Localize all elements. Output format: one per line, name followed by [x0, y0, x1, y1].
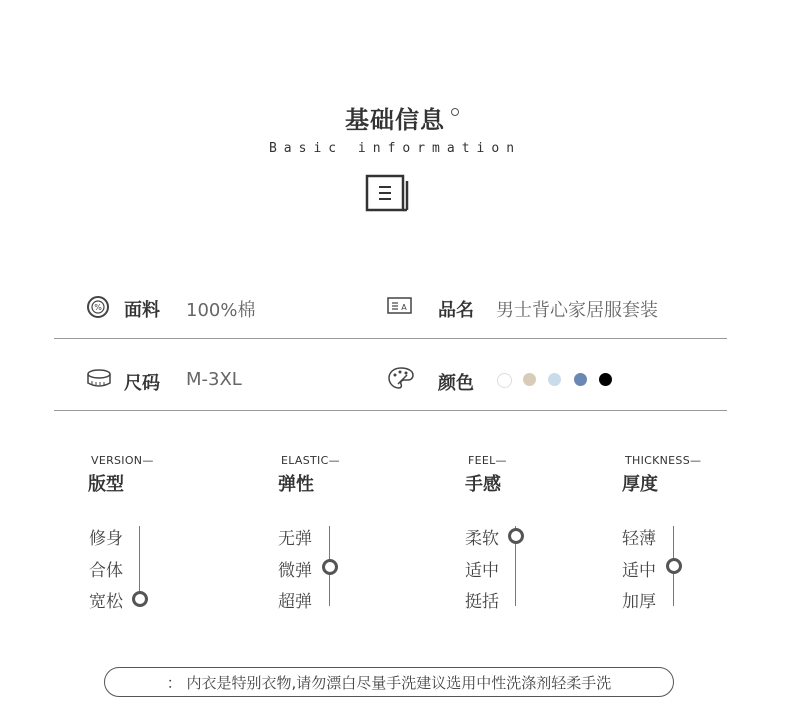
- size-label: 尺码: [124, 373, 160, 394]
- feel-indicator: [508, 528, 524, 544]
- thickness-label: 厚度: [622, 474, 658, 495]
- feel-label: 手感: [465, 474, 501, 495]
- color-swatch-black: [599, 373, 612, 386]
- version-option: 修身: [89, 529, 123, 549]
- feel-option: 挺括: [465, 592, 499, 612]
- version-option: 宽松: [89, 592, 123, 612]
- thickness-en-label: THICKNESS—: [625, 454, 702, 467]
- fabric-value: 100%棉: [186, 300, 256, 321]
- fabric-percent-icon: [86, 295, 110, 319]
- elastic-option: 微弹: [278, 561, 312, 581]
- color-swatch-blue: [574, 373, 587, 386]
- svg-text:%: %: [94, 303, 102, 312]
- version-indicator: [132, 591, 148, 607]
- elastic-label: 弹性: [278, 474, 314, 495]
- elastic-option: 无弹: [278, 529, 312, 549]
- svg-text:A: A: [401, 303, 407, 312]
- elastic-option: 超弹: [278, 592, 312, 612]
- title-dot: [451, 108, 459, 116]
- color-label: 颜色: [438, 373, 474, 394]
- section-subtitle: Basic information: [268, 141, 522, 156]
- version-option: 合体: [89, 561, 123, 581]
- thickness-option: 适中: [622, 561, 656, 581]
- elastic-en-label: ELASTIC—: [281, 454, 340, 467]
- feel-option: 适中: [465, 561, 499, 581]
- care-note: ： 内衣是特别衣物,请勿漂白尽量手洗建议选用中性洗涤剂轻柔手洗: [104, 667, 674, 697]
- tape-measure-icon: [86, 368, 112, 390]
- thickness-option: 加厚: [622, 592, 656, 612]
- thickness-indicator: [666, 558, 682, 574]
- color-swatch-beige: [523, 373, 536, 386]
- divider: [54, 410, 727, 411]
- color-swatch-light-blue: [548, 373, 561, 386]
- feel-option: 柔软: [465, 529, 499, 549]
- document-icon: [365, 173, 411, 213]
- version-en-label: VERSION—: [91, 454, 154, 467]
- divider: [54, 338, 727, 339]
- size-value: M-3XL: [186, 369, 242, 390]
- thickness-option: 轻薄: [622, 529, 656, 549]
- product-tag-icon: [387, 296, 413, 316]
- product-label: 品名: [438, 300, 474, 321]
- palette-icon: [387, 366, 415, 390]
- section-title: 基础信息: [345, 106, 445, 134]
- fabric-label: 面料: [124, 300, 160, 321]
- feel-en-label: FEEL—: [468, 454, 507, 467]
- version-label: 版型: [88, 474, 124, 495]
- product-value: 男士背心家居服套装: [496, 300, 658, 321]
- color-swatch-white: [497, 373, 512, 388]
- elastic-indicator: [322, 559, 338, 575]
